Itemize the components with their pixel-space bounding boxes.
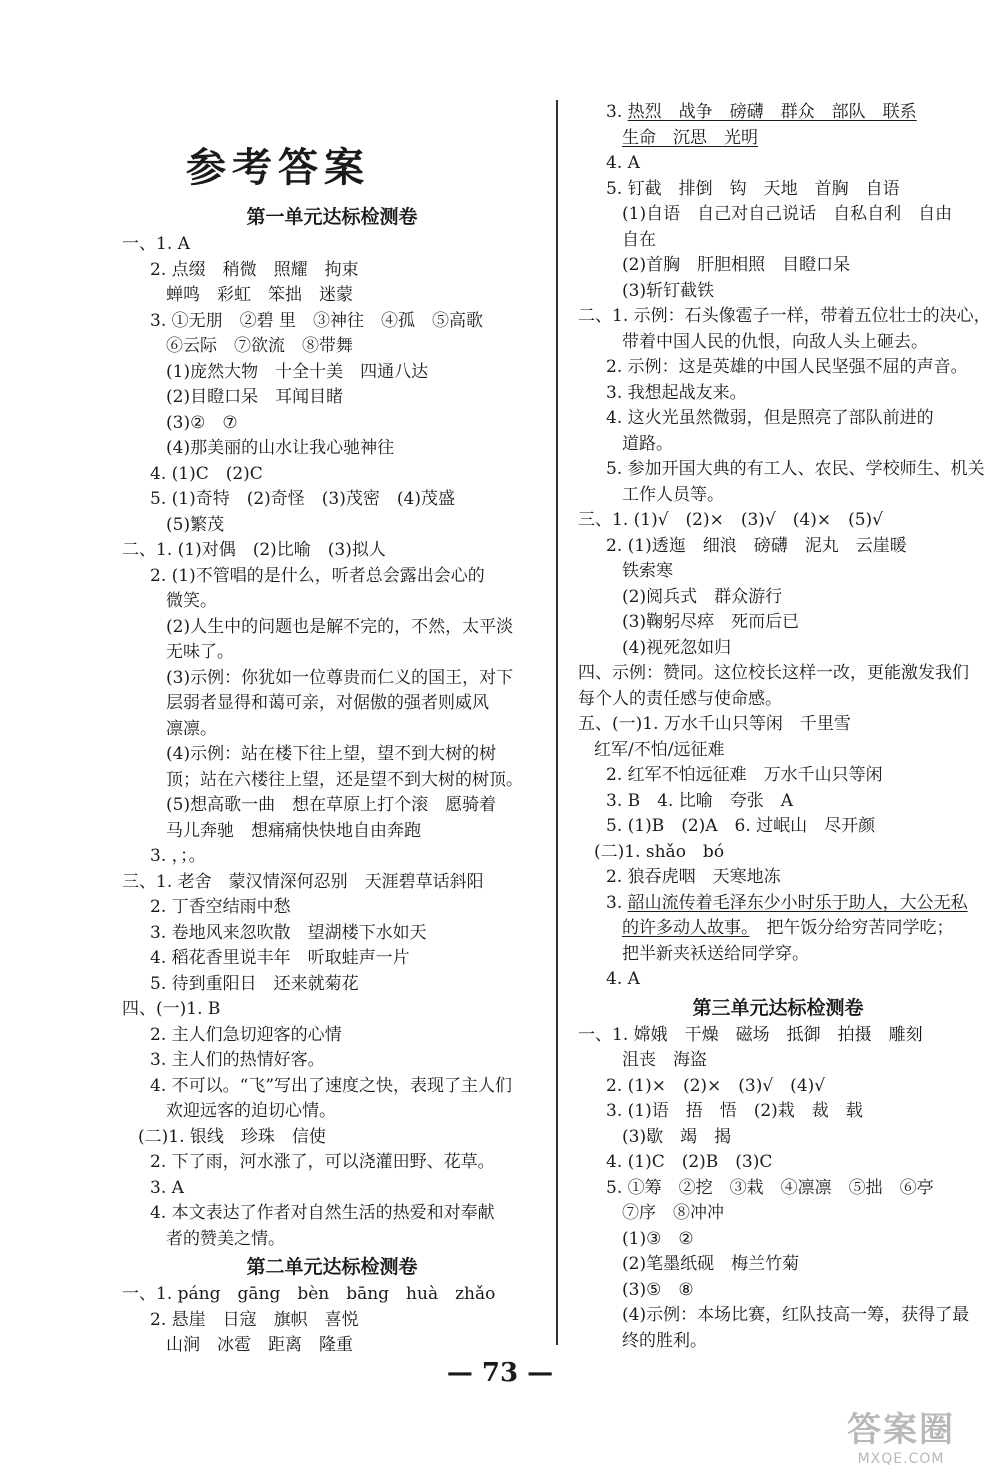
answer-line: 2. (1)× (2)× (3)√ (4)√	[606, 1075, 826, 1096]
page-number: — 73 —	[446, 1358, 554, 1388]
answer-line: (2)首胸 肝胆相照 目瞪口呆	[622, 255, 851, 275]
answer-line: 2. 红军不怕远征难 万水千山只等闲	[606, 765, 883, 785]
answer-line: 2. 悬崖 日寇 旗帜 喜悦	[150, 1309, 359, 1330]
answer-line: 2. 主人们急切迎客的心情	[150, 1024, 342, 1045]
answer-line: 2. 点缀 稍微 照耀 拘束	[150, 259, 359, 280]
section-title: 第一单元达标检测卷	[246, 206, 418, 228]
answer-line: (1)庞然大物 十全十美 四通八达	[166, 361, 429, 382]
answer-line: 红军/不怕/远征难	[594, 739, 725, 760]
answer-line: (1)自语 自己对自己说话 自私自利 自由	[622, 204, 953, 224]
answer-line: (二)1. shǎo bó	[594, 841, 725, 862]
answer-line: 一、1. 嫦娥 干燥 磁场 抵御 拍摄 雕刻	[578, 1024, 923, 1045]
answer-line: (2)阅兵式 群众游行	[622, 586, 783, 607]
answer-line: 凛凛。	[166, 718, 217, 739]
answer-line: 生命 沉思 光明	[622, 127, 758, 148]
answer-line: 二、1. (1)对偶 (2)比喻 (3)拟人	[122, 540, 386, 560]
answer-line: 3. ①无朋 ②碧 里 ③神往 ④孤 ⑤高歌	[150, 310, 484, 331]
answer-line: 二、1. 示例：石头像雹子一样，带着五位壮士的决心，	[578, 306, 991, 326]
answer-line: 4. 稻花香里说丰年 听取蛙声一片	[150, 948, 410, 968]
answer-line: (4)示例：本场比赛，红队技高一筹，获得了最	[622, 1305, 970, 1325]
answer-line: (2)目瞪口呆 耳闻目睹	[166, 387, 344, 407]
answer-line: 微笑。	[166, 591, 217, 611]
answer-line: 马儿奔驰 想痛痛快快地自由奔跑	[166, 820, 421, 841]
answer-line: (4)视死忽如归	[622, 637, 732, 658]
answer-line: 欢迎远客的迫切心情。	[166, 1101, 336, 1121]
answer-line: 一、1. A	[122, 234, 190, 254]
answer-line: 3. (1)语 捂 悟 (2)栽 裁 载	[606, 1101, 863, 1121]
answer-line: 层弱者显得和蔼可亲，对倨傲的强者则威风	[166, 693, 489, 713]
answer-line: 四、示例：赞同。这位校长这样一改，更能激发我们	[578, 663, 969, 683]
answer-line: (3)示例：你犹如一位尊贵而仁义的国王，对下	[166, 667, 514, 688]
answer-line: 4. A	[606, 969, 640, 989]
answer-line: (3)歇 竭 揭	[622, 1126, 732, 1147]
answer-line: 三、1. 老舍 蒙汉情深何忍别 天涯碧草话斜阳	[122, 871, 484, 892]
answer-line: ⑥云际 ⑦欲流 ⑧带舞	[166, 336, 353, 356]
answer-line: 2. 狼吞虎咽 天寒地冻	[606, 867, 781, 887]
answer-line: (5)想高歌一曲 想在草原上打个滚 愿骑着	[166, 795, 497, 815]
answer-line: (二)1. 银线 珍珠 信使	[138, 1126, 326, 1147]
watermark-logo-text: 答案圈	[847, 1409, 955, 1450]
answer-line: 3. ，；。	[150, 846, 206, 866]
answer-line: 2. 丁香空结雨中愁	[150, 897, 291, 917]
answer-line: 2. 下了雨，河水涨了，可以浇灌田野、花草。	[150, 1152, 495, 1172]
section-title: 第二单元达标检测卷	[246, 1256, 418, 1278]
left-column	[122, 202, 542, 1359]
answer-line: (5)繁茂	[166, 514, 225, 535]
answer-line: (2)人生中的问题也是解不完的，不然，太平淡	[166, 616, 514, 637]
answer-line: 3. 韶山流传着毛泽东少小时乐于助人，大公无私	[606, 892, 968, 913]
answer-line: 终的胜利。	[622, 1330, 707, 1351]
answer-line: (3)斩钉截铁	[622, 280, 715, 301]
answer-line: 顶；站在六楼往上望，还是望不到大树的树顶。	[166, 769, 523, 790]
answer-line: 无味了。	[166, 642, 234, 662]
answer-line: 2. (1)不管唱的是什么，听者总会露出会心的	[150, 565, 485, 586]
answer-line: (4)那美丽的山水让我心驰神往	[166, 438, 395, 458]
answer-line: 5. ①筹 ②挖 ③栽 ④凛凛 ⑤拙 ⑥亭	[606, 1177, 934, 1198]
answer-line: (3)鞠躬尽瘁 死而后已	[622, 612, 800, 632]
answer-line: 者的赞美之情。	[166, 1228, 285, 1249]
answer-line: (1)③ ②	[622, 1228, 694, 1249]
answer-line: 4. (1)C (2)C	[150, 463, 263, 484]
answer-line: 4. 不可以。“飞”写出了速度之快，表现了主人们	[150, 1075, 513, 1096]
answer-line: 沮丧 海盗	[622, 1050, 707, 1070]
answer-line: (3)⑤ ⑧	[622, 1279, 694, 1300]
answer-line: 4. 本文表达了作者对自然生活的热爱和对奉献	[150, 1203, 495, 1223]
answer-line: 5. 参加开国大典的有工人、农民、学校师生、机关	[606, 459, 985, 479]
answer-line: 五、(一)1. 万水千山只等闲 千里雪	[578, 714, 851, 734]
answer-line: 带着中国人民的仇恨，向敌人头上砸去。	[622, 331, 928, 352]
answer-line: 3. 我想起战友来。	[606, 382, 747, 403]
answer-line: 铁索寒	[622, 561, 673, 581]
answer-line: (3)② ⑦	[166, 412, 238, 433]
answer-line: 道路。	[622, 433, 673, 454]
answer-line: 5. 待到重阳日 还来就菊花	[150, 973, 359, 994]
answer-line: 自在	[622, 229, 656, 250]
answer-line: ⑦序 ⑧冲冲	[622, 1203, 724, 1223]
answer-line: 5. (1)奇特 (2)奇怪 (3)茂密 (4)茂盛	[150, 489, 455, 509]
answer-line: 2. 示例：这是英雄的中国人民坚强不屈的声音。	[606, 357, 968, 377]
answer-line: 3. 热烈 战争 磅礴 群众 部队 联系	[606, 102, 917, 122]
answer-line: 4. (1)C (2)B (3)C	[606, 1152, 773, 1172]
answer-line: 5. 钉截 排倒 钩 天地 首胸 自语	[606, 178, 900, 199]
answer-line: 的许多动人故事。 把午饭分给穷苦同学吃；	[622, 918, 954, 938]
answer-line: 一、1. páng gāng bèn bāng huà zhǎo	[122, 1284, 496, 1304]
answer-line: 把半新夹袄送给同学穿。	[622, 943, 809, 964]
answer-line: (2)笔墨纸砚 梅兰竹菊	[622, 1254, 800, 1274]
answer-line: 4. A	[606, 153, 640, 173]
answer-line: 3. A	[150, 1177, 184, 1198]
answer-line: 四、(一)1. B	[122, 999, 221, 1019]
column-divider	[556, 100, 558, 1345]
answer-line: 3. 主人们的热情好客。	[150, 1050, 325, 1070]
watermark-logo	[816, 1400, 986, 1468]
answer-line: 工作人员等。	[622, 484, 724, 505]
answer-line: 山涧 冰雹 距离 隆重	[166, 1335, 353, 1355]
answer-line: 3. 卷地风来忽吹散 望湖楼下水如天	[150, 922, 427, 943]
answer-line: (4)示例：站在楼下往上望，望不到大树的树	[166, 744, 497, 764]
answer-line: 5. (1)B (2)A 6. 过岷山 尽开颜	[606, 816, 876, 836]
answer-line: 蝉鸣 彩虹 笨拙 迷蒙	[166, 285, 353, 305]
section-title: 第三单元达标检测卷	[692, 996, 864, 1019]
page-title: 参考答案	[186, 144, 370, 191]
watermark-url: MXQE.COM	[857, 1450, 945, 1467]
answer-line: 每个人的责任感与使命感。	[578, 688, 782, 709]
answer-line: 3. B 4. 比喻 夸张 A	[606, 790, 794, 811]
right-column	[578, 100, 991, 1354]
answer-line: 三、1. (1)√ (2)× (3)√ (4)× (5)√	[578, 510, 884, 530]
answer-line: 4. 这火光虽然微弱，但是照亮了部队前进的	[606, 408, 934, 428]
answer-line: 2. (1)透迤 细浪 磅礴 泥丸 云崖暖	[606, 535, 907, 556]
